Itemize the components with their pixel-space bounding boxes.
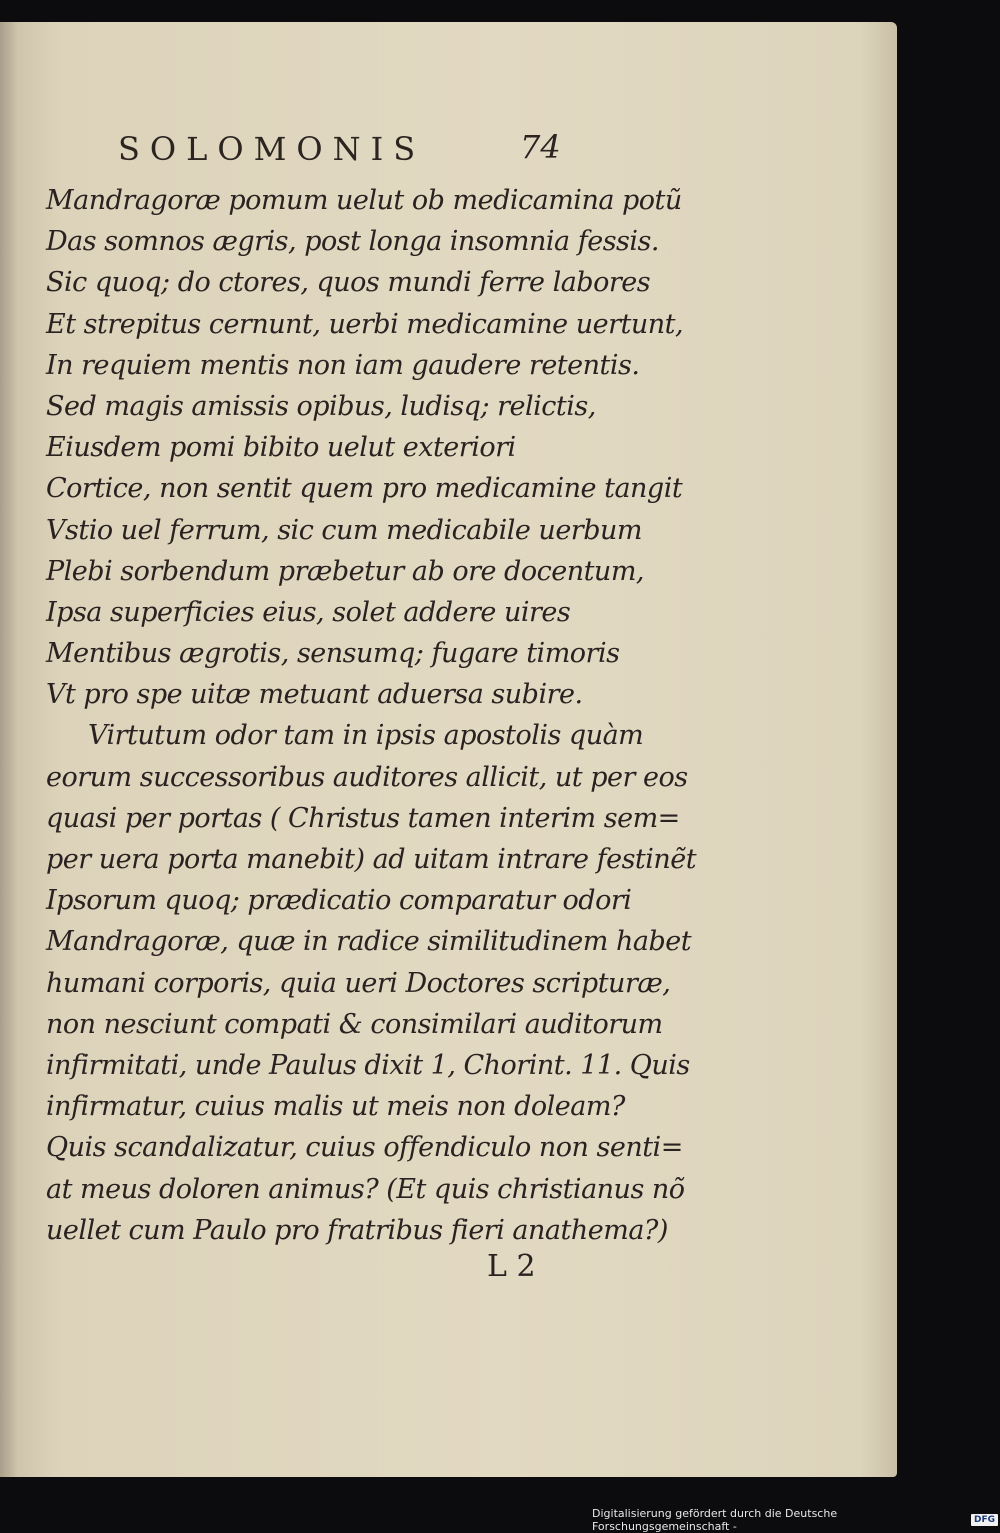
text-line: uellet cum Paulo pro fratribus fieri anathema?) <box>46 1214 668 1246</box>
text-line: per uera porta manebit) ad uitam intrare festinẽt <box>46 844 697 875</box>
text-line: Mandragoræ pomum uelut ob medicamina potũ <box>46 185 682 216</box>
text-line: at meus doloren animus? (Et quis christianus nõ <box>46 1173 685 1205</box>
running-title: SOLOMONIS <box>118 130 426 168</box>
text-line: Cortice, non sentit quem pro medicamine tangit <box>46 473 683 505</box>
text-line: Mentibus ægrotis, sensumq; fugare timoris <box>46 638 620 670</box>
text-line: Das somnos ægris, post longa insomnia fessis. <box>46 226 659 258</box>
text-line: quasi per portas ( Christus tamen interim sem= <box>46 802 680 834</box>
text-line: In requiem mentis non iam gaudere retentis. <box>46 349 640 381</box>
text-line: infirmitati, unde Paulus dixit 1, Chorint. 11. Quis <box>46 1049 690 1081</box>
text-line: Ipsa superficies eius, solet addere uires <box>46 596 571 628</box>
book-page <box>0 22 897 1477</box>
digitization-credit <box>592 1507 1000 1533</box>
text-line: Sed magis amissis opibus, ludisq; relictis, <box>46 390 596 422</box>
body-text <box>46 180 697 1251</box>
text-line: Quis scandalizatur, cuius offendiculo non senti= <box>46 1132 683 1164</box>
text-line: Plebi sorbendum præbetur ab ore docentum, <box>46 555 645 587</box>
text-line: humani corporis, quia ueri Doctores scripturæ, <box>46 967 671 999</box>
credit-text: Digitalisierung gefördert durch die Deutsche Forschungsgemeinschaft - <box>592 1507 838 1533</box>
text-line: Vstio uel ferrum, sic cum medicabile uerbum <box>46 514 642 546</box>
text-line: Sic quoq; do ctores, quos mundi ferre labores <box>46 267 651 299</box>
text-line: Vt pro spe uitæ metuant aduersa subire. <box>46 679 583 711</box>
dfg-logo: DFG <box>971 1514 998 1526</box>
text-line: Ipsorum quoq; prædicatio comparatur odori <box>46 885 632 917</box>
text-line: Eiusdem pomi bibito uelut exteriori <box>46 432 516 464</box>
page-header <box>118 126 618 176</box>
text-line: Virtutum odor tam in ipsis apostolis quàm <box>88 720 644 752</box>
text-line: Et strepitus cernunt, uerbi medicamine uertunt, <box>46 308 684 340</box>
text-line: Mandragoræ, quæ in radice similitudinem habet <box>46 926 692 958</box>
text-line: non nesciunt compati & consimilari auditorum <box>46 1008 663 1040</box>
text-line: eorum successoribus auditores allicit, ut per eos <box>46 761 688 793</box>
signature-mark: L 2 <box>487 1249 536 1284</box>
text-line: infirmatur, cuius malis ut meis non doleam? <box>46 1091 625 1123</box>
page-number: 74 <box>520 128 561 166</box>
